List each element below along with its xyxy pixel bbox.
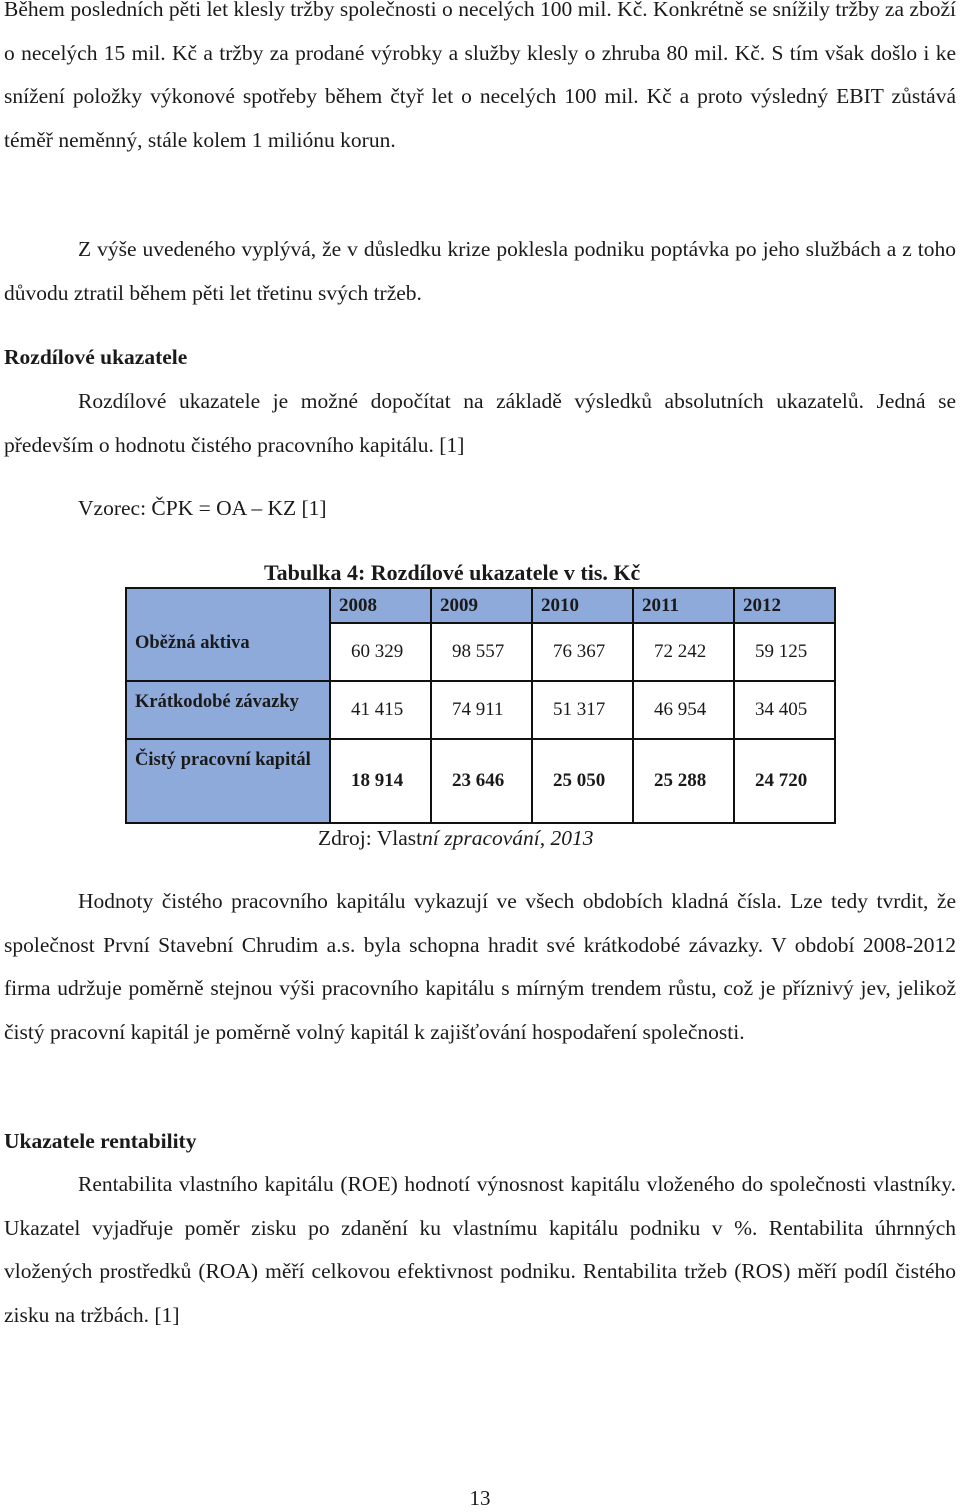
paragraph-difference-indicators: Rozdílové ukazatele je možné dopočítat na základě výsledků absolutních ukazatelů. Jedná se především o hodnotu čistého pracovního kapitálu. [1]: [4, 389, 956, 457]
table-row: [126, 623, 835, 681]
paragraph-sales-decline: Během posledních pěti let klesly tržby společnosti o necelých 100 mil. Kč. Konkrétně se snížily tržby za zboží o necelých 15 mil. Kč a tržby za prodané výrobky a služby klesly o zhruba 80 mil. Kč. S tím však došlo i ke snížení položky výkonové spotřeby během čtyř let o necelých 100 mil. Kč a proto výsledný EBIT zůstává téměř neměnný, stále kolem 1 miliónu korun.: [4, 0, 956, 152]
row-label: Čistý pracovní kapitál: [126, 739, 330, 823]
formula-cpk: Vzorec: ČPK = OA – KZ [1]: [78, 496, 327, 520]
heading-difference-indicators: Rozdílové ukazatele: [4, 345, 188, 369]
table-source: [318, 824, 594, 852]
table-cell: 41 415: [330, 681, 431, 739]
row-label: Krátkodobé závazky: [126, 681, 330, 739]
row-label: Oběžná aktiva: [126, 623, 330, 681]
year-header: 2012: [734, 588, 835, 623]
year-header: 2008: [330, 588, 431, 623]
paragraph-working-capital: Hodnoty čistého pracovního kapitálu vykazují ve všech obdobích kladná čísla. Lze tedy tvrdit, že společnost První Stavební Chrudim a.s. byla schopna hradit své krátkodobé závazky. V období 2008-2012 firma udržuje poměrně stejnou výši pracovního kapitálu s mírným trendem růstu, což je příznivý jev, jelikož čistý pracovní kapitál je poměrně volný kapitál k zajišťování hospodaření společnosti.: [4, 889, 956, 1044]
table-cell: 25 050: [532, 739, 633, 823]
table-cell: 34 405: [734, 681, 835, 739]
table-header-row: [126, 588, 835, 623]
table-cell: 25 288: [633, 739, 734, 823]
table-cell: 76 367: [532, 623, 633, 681]
source-italic-text: ní zpracování, 2013: [422, 826, 594, 850]
table-cell: 59 125: [734, 623, 835, 681]
table-corner-cell: [126, 588, 330, 623]
table-row: [126, 739, 835, 823]
table-cell: 60 329: [330, 623, 431, 681]
table-cell: 23 646: [431, 739, 532, 823]
difference-indicators-table: [125, 587, 836, 824]
year-header: 2011: [633, 588, 734, 623]
table-cell: 46 954: [633, 681, 734, 739]
table-cell: 24 720: [734, 739, 835, 823]
year-header: 2010: [532, 588, 633, 623]
paragraph-profitability: Rentabilita vlastního kapitálu (ROE) hodnotí výnosnost kapitálu vloženého do společnosti vlastníky. Ukazatel vyjadřuje poměr zisku po zdanění ku vlastnímu kapitálu podniku v %. Rentabilita úhrnných vložených prostředků (ROA) měří celkovou efektivnost podniku. Rentabilita tržeb (ROS) měří podíl čistého zisku na tržbách. [1]: [4, 1172, 956, 1327]
table-cell: 51 317: [532, 681, 633, 739]
heading-profitability-indicators: Ukazatele rentability: [4, 1129, 197, 1153]
table-cell: 18 914: [330, 739, 431, 823]
table-caption: Tabulka 4: Rozdílové ukazatele v tis. Kč: [264, 560, 641, 585]
table-cell: 98 557: [431, 623, 532, 681]
source-plain-text: Zdroj: Vlast: [318, 826, 423, 850]
table-cell: 72 242: [633, 623, 734, 681]
year-header: 2009: [431, 588, 532, 623]
table-cell: 74 911: [431, 681, 532, 739]
table-row: [126, 681, 835, 739]
page-number: 13: [469, 1486, 491, 1510]
paragraph-crisis-conclusion: Z výše uvedeného vyplývá, že v důsledku krize poklesla podniku poptávka po jeho službách a z toho důvodu ztratil během pěti let třetinu svých tržeb.: [4, 237, 956, 305]
